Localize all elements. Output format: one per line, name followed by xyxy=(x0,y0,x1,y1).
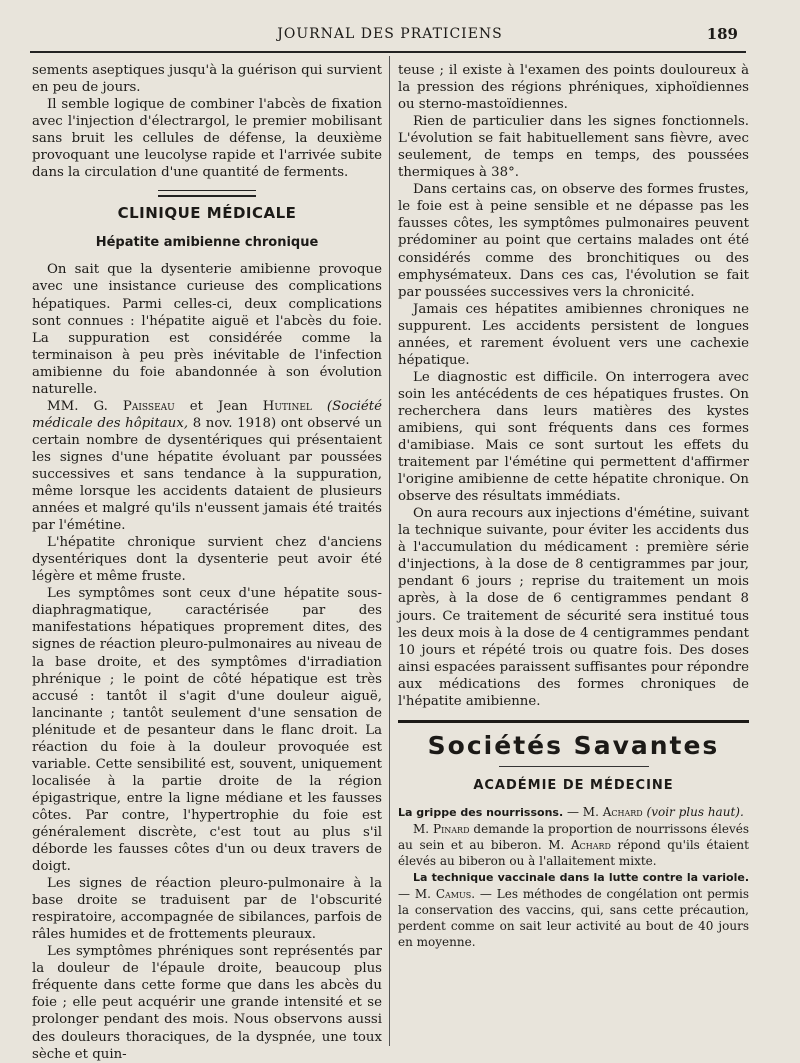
left-column xyxy=(32,62,382,1063)
right-column xyxy=(398,62,749,950)
article-paragraph: L'hépatite chronique survient chez d'anciens dysentériques dont la dysenterie peut avoir été légère et même fruste. xyxy=(32,535,382,585)
article-paragraph: Les symptômes phréniques sont représentés par la douleur de l'épaule droite, beaucoup plus fréquente dans cette forme que dans les abcès du foie ; elle peut acquérir une grande intensité et se prolonger pendant des mois. Nous observons aussi des douleurs thoraciques, de la dyspnée, une toux sèche et quin- xyxy=(32,944,382,1062)
article-paragraph: Les symptômes sont ceux d'une hépatite sous-diaphragmatique, caractérisée par des manifestations hépatiques proprement dites, des signes de réaction pleuro-pulmonaires au niveau de la base droite, et des symptômes d'irradiation phrénique ; le point de côté hépatique est très accusé : tantôt il s'agit d'une douleur aiguë, lancinante ; tantôt seulement d'une sensation de plénitude et de pesanteur dans le flanc droit. La réaction du foie à la douleur provoquée est variable. Cette sensibilité est, souvent, uniquement localisée à la partie droite de la région épigastrique, entre la ligne médiane et les fausses côtes. Par contre, l'hypertrophie du foie est généralement discrète, c'est tout au plus s'il déborde les fausses côtes d'un ou deux travers de doigt. xyxy=(32,586,382,875)
section-title: Sociétés Savantes xyxy=(427,730,720,760)
article-paragraph: Le diagnostic est difficile. On interrogera avec soin les antécédents de ces hépatiques frustes. On recherchera dans leurs matières des kystes amibiens, qui sont fréquents dans ces formes d'amibiase. Mais ce sont surtout les effets du traitement par l'émétine qui permettent d'affirmer l'origine amibienne de cette hépatite chronique. On observe des résultats immédiats. xyxy=(398,369,749,505)
intro-paragraph: sements aseptiques jusqu'à la guérison qui survient en peu de jours. xyxy=(32,63,382,96)
session-item: La technique vaccinale dans la lutte contre la variole. — M. Camus. — Les méthodes de congélation ont permis la conservation des vaccins, qui, sans cette précaution, perdent comme on sait leur activité au bout de 40 jours en moyenne. xyxy=(398,870,750,949)
section-subrule xyxy=(499,766,649,767)
rubric-heading: CLINIQUE MÉDICALE xyxy=(117,204,297,223)
academy-heading: ACADÉMIE DE MÉDECINE xyxy=(473,777,674,793)
article-paragraph: Jamais ces hépatites amibiennes chroniques ne suppurent. Les accidents persistent de longues années, et rarement évoluent vers une cachexie hépatique. xyxy=(398,301,749,368)
header-rule xyxy=(30,51,746,53)
article-paragraph: Les signes de réaction pleuro-pulmonaire à la base droite se traduisent par de l'obscurité respiratoire, accompagnée de sibilances, parfois de râles humides et de frottements pleuraux. xyxy=(32,876,382,943)
article-paragraph: Rien de particulier dans les signes fonctionnels. L'évolution se fait habituellement sans fièvre, avec seulement, de temps en temps, des poussées thermiques à 38°. xyxy=(398,114,749,181)
journal-title: JOURNAL DES PRATICIENS xyxy=(277,26,503,42)
page-number: 189 xyxy=(706,25,738,43)
article-paragraph: Dans certains cas, on observe des formes frustes, le foie est à peine sensible et ne dépasse pas les fausses côtes, les symptômes pulmonaires peuvent prédominer au point que certains malades ont été considérés comme des bronchitiques ou des emphysémateux. Dans ces cas, l'évolution se fait par poussées successives vers la chronicité. xyxy=(398,182,749,300)
separator-rule xyxy=(158,190,256,197)
session-item: La grippe des nourrissons. — M. Achard (voir plus haut). xyxy=(398,804,744,819)
citation-paragraph: MM. G. Paisseau et Jean Hutinel (Société médicale des hôpitaux, 8 nov. 1918) ont observé un certain nombre de dysentériques qui présentaient les signes d'une hépatite évoluant par poussées successives et sans tendance à la suppuration, même lorsque les accidents dataient de plusieurs années et malgré qu'ils n'eussent jamais été traités par l'émétine. xyxy=(32,398,383,534)
section-rule xyxy=(398,720,749,723)
session-item-body: M. Pinard demande la proportion de nourrissons élevés au sein et au biberon. M. Achard répond qu'ils étaient élevés au biberon ou à l'allaitement mixte. xyxy=(398,821,749,868)
page-header xyxy=(30,22,750,50)
article-paragraph: On sait que la dysenterie amibienne provoque avec une insistance curieuse des complications hépatiques. Parmi celles-ci, deux complications sont connues : l'hépatite aiguë et l'abcès du foie. La suppuration est considérée comme la terminaison à peu près inévitable de l'infection amibienne du foie abandonnée à son évolution naturelle. xyxy=(32,262,382,397)
article-paragraph: On aura recours aux injections d'émétine, suivant la technique suivante, pour éviter les accidents dus à l'accumulation du médicament : première série d'injections, à la dose de 8 centigrammes par jour, pendant 6 jours ; reprise du traitement un mois après, à la dose de 6 centigrammes pendant 8 jours. Ce traitement de sécurité sera institué tous les deux mois à la dose de 4 centigrammes pendant 10 jours et répété trois ou quatre fois. Des doses ainsi espacées paraissent suffisantes pour répondre aux médications des formes chroniques de l'hépatite amibienne. xyxy=(398,506,750,709)
column-divider xyxy=(389,56,390,1046)
article-paragraph: teuse ; il existe à l'examen des points douloureux à la pression des régions phréniques, xiphoïdiennes ou sterno-mastoïdiennes. xyxy=(398,63,749,113)
article-title: Hépatite amibienne chronique xyxy=(95,235,319,251)
intro-paragraph: Il semble logique de combiner l'abcès de fixation avec l'injection d'électrargol, le premier mobilisant sans bruit les cellules de défense, la deuxième provoquant une leucolyse rapide et l'arrivée subite dans la circulation d'une quantité de ferments. xyxy=(32,97,382,181)
